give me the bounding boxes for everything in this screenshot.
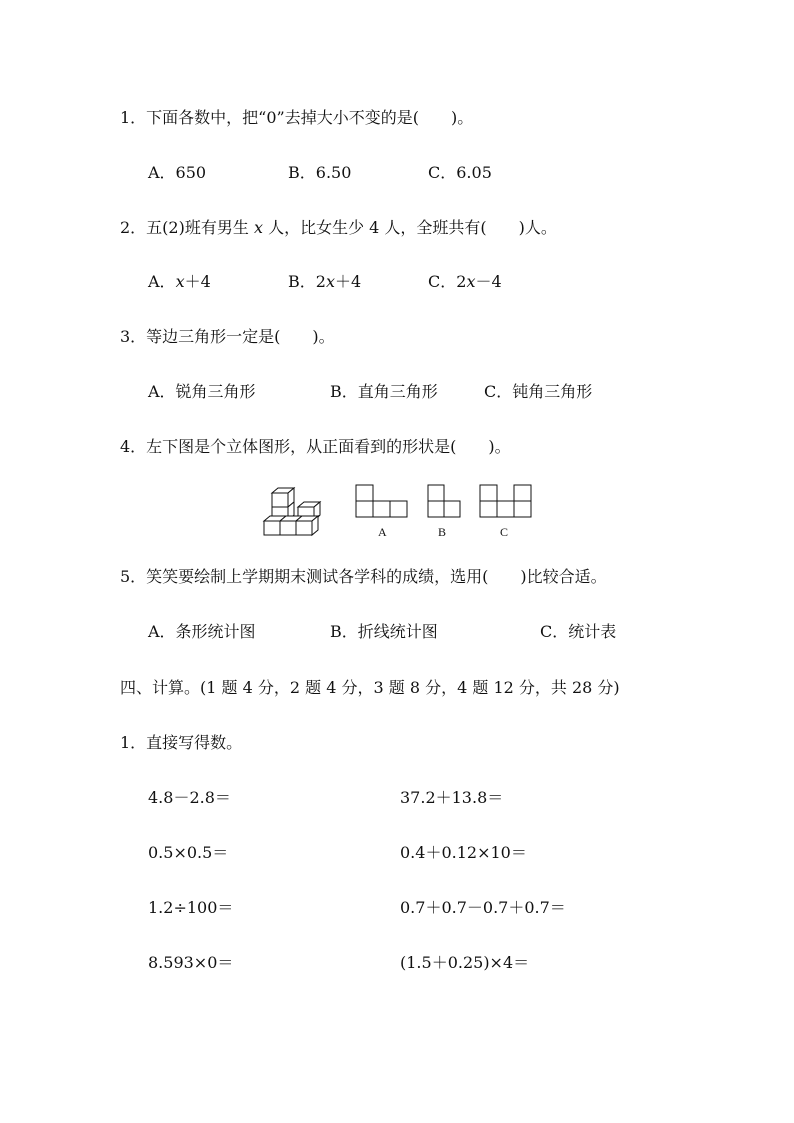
calc-right-4: (1.5＋0.25)×4＝ [400,953,530,972]
cube-stack-figure [258,485,330,537]
option-a-label: A [378,525,387,539]
calc-right-3: 0.7＋0.7－0.7＋0.7＝ [400,898,566,917]
question-1-option-c: C．6.05 [428,163,492,182]
question-2-option-c: C．2x－4 [428,272,502,291]
calc-left-4: 8.593×0＝ [148,953,234,972]
section-4-title: 四、计算。(1 题 4 分，2 题 4 分，3 题 8 分，4 题 12 分，共 28 分) [120,678,620,697]
section-4-sub-1: 1．直接写得数。 [120,733,243,752]
question-3-option-c: C．钝角三角形 [484,382,593,401]
calc-right-1: 37.2＋13.8＝ [400,788,504,807]
question-5-option-c: C．统计表 [540,622,617,641]
calc-left-2: 0.5×0.5＝ [148,843,229,862]
option-c-view-figure [479,484,535,520]
option-c-label: C [500,525,509,539]
question-3-option-a: A．锐角三角形 [148,382,256,401]
calc-left-3: 1.2÷100＝ [148,898,234,917]
question-2-option-a: A．x＋4 [148,272,211,291]
option-b-label: B [438,525,447,539]
question-5-stem: 5．笑笑要绘制上学期期末测试各学科的成绩，选用( )比较合适。 [120,567,607,586]
calc-left-1: 4.8－2.8＝ [148,788,231,807]
question-3-stem: 3．等边三角形一定是( )。 [120,327,335,346]
question-3-option-b: B．直角三角形 [330,382,438,401]
question-2-stem: 2．五(2)班有男生 x 人，比女生少 4 人，全班共有( )人。 [120,218,557,237]
question-2-option-b: B．2x＋4 [288,272,362,291]
question-1-option-b: B．6.50 [288,163,352,182]
question-5-option-a: A．条形统计图 [148,622,256,641]
question-4-stem: 4．左下图是个立体图形，从正面看到的形状是( )。 [120,437,511,456]
option-b-view-figure [427,484,467,520]
question-5-option-b: B．折线统计图 [330,622,438,641]
question-1-stem: 1．下面各数中，把“0”去掉大小不变的是( )。 [120,108,474,127]
option-a-view-figure [355,484,411,520]
calc-right-2: 0.4＋0.12×10＝ [400,843,527,862]
question-1-option-a: A．650 [148,163,207,182]
